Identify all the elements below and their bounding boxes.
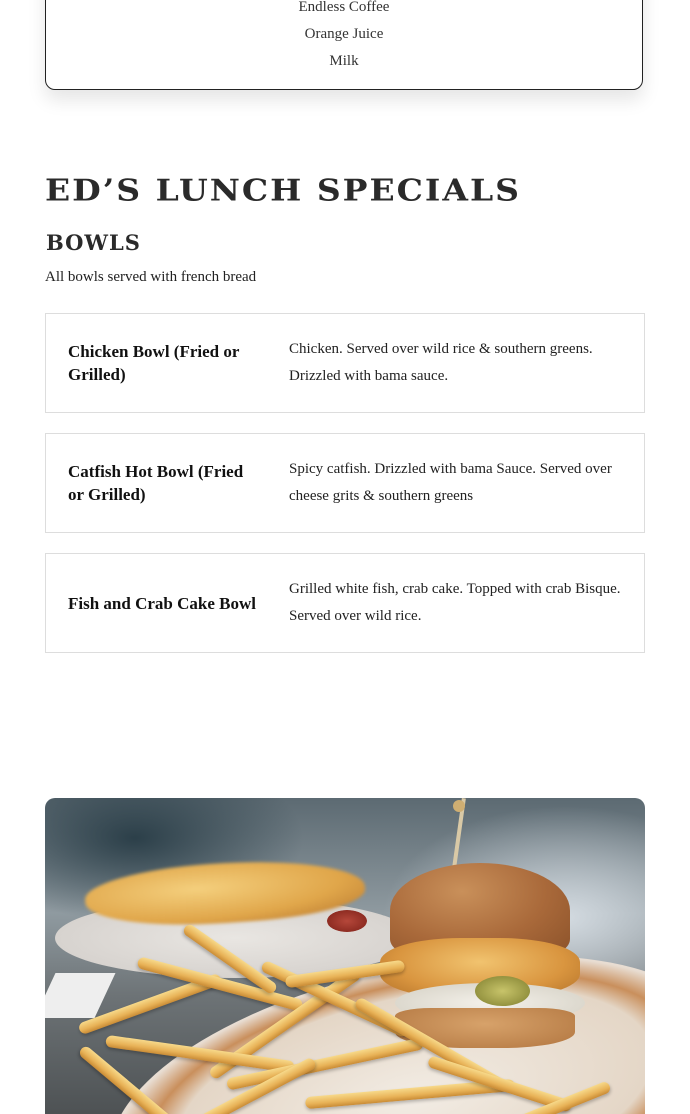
menu-item-catfish-hot-bowl xyxy=(45,433,645,533)
menu-item-name: Catfish Hot Bowl (Fried or Grilled) xyxy=(68,462,244,504)
menu-item-description: Grilled white fish, crab cake. Topped with crab Bisque. Served over wild rice. xyxy=(289,581,621,624)
sauce-cup-shape xyxy=(327,910,367,932)
menu-item-name: Fish and Crab Cake Bowl xyxy=(68,593,256,613)
menu-item-fish-crab-cake-bowl xyxy=(45,553,645,653)
drink-item: Endless Coffee xyxy=(298,0,390,15)
drink-item: Orange Juice xyxy=(304,26,384,42)
menu-item-chicken-bowl xyxy=(45,313,645,413)
fries-pile xyxy=(45,938,645,1114)
lunch-specials-title: ED’S LUNCH SPECIALS xyxy=(45,171,521,208)
menu-item-name: Chicken Bowl (Fried or Grilled) xyxy=(68,342,240,384)
drinks-card xyxy=(45,0,643,90)
bowls-note: All bowls served with french bread xyxy=(45,269,257,285)
bowls-heading: BOWLS xyxy=(46,230,141,255)
menu-item-description: Spicy catfish. Drizzled with bama Sauce. Served over cheese grits & southern greens xyxy=(289,461,612,504)
menu-item-description: Chicken. Served over wild rice & southern greens. Drizzled with bama sauce. xyxy=(289,341,593,384)
food-photo xyxy=(45,798,645,1114)
drinks-list xyxy=(46,0,642,75)
toothpick-top-shape xyxy=(453,800,465,812)
drink-item: Milk xyxy=(329,53,359,69)
